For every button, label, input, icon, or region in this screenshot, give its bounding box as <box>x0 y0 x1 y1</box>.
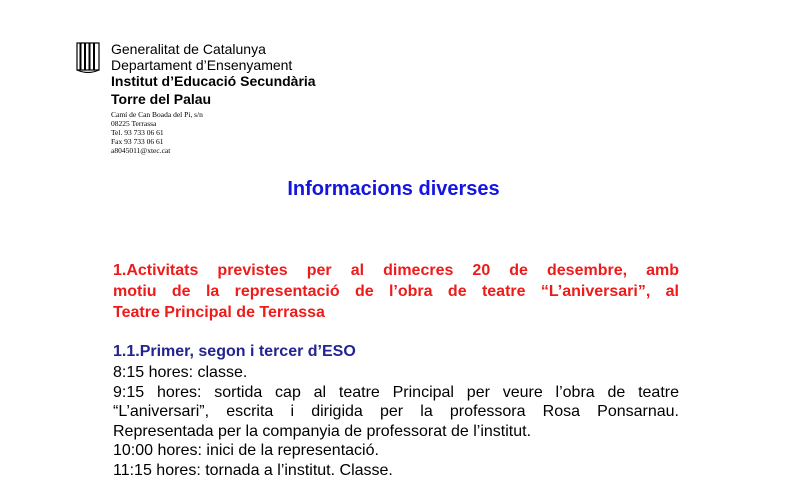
body-line: 9:15 hores: sortida cap al teatre Principal per veure l’obra de teatre <box>113 383 679 401</box>
address-postcode: 08225 Terrassa <box>111 119 157 128</box>
body-line: 11:15 hores: tornada a l’institut. Classe. <box>113 461 393 479</box>
address-street: Camí de Can Boada del Pi, s/n <box>111 110 203 119</box>
body-line: 8:15 hores: classe. <box>113 364 248 381</box>
section-heading-line: motiu de la representació de l’obra de teatre “L’aniversari”, al <box>113 283 679 300</box>
section-heading-line: Teatre Principal de Terrassa <box>113 304 325 321</box>
address-email: a8045011@xtec.cat <box>111 146 171 155</box>
subsection-heading: 1.1.Primer, segon i tercer d’ESO <box>113 343 356 360</box>
body-line: Representada per la companyia de professorat de l’institut. <box>113 422 532 440</box>
body-line: 10:00 hores: inici de la representació. <box>113 442 379 459</box>
school-name: Torre del Palau <box>111 91 212 107</box>
body-line: “L’aniversari”, escrita i dirigida per la professora Rosa Ponsarnau. <box>113 403 679 420</box>
section-heading <box>113 260 679 323</box>
address-phone: Tel. 93 733 06 61 <box>111 128 164 137</box>
generalitat-logo-icon <box>76 41 100 73</box>
school-type: Institut d’Educació Secundària <box>111 73 316 89</box>
department-name: Departament d’Ensenyament <box>111 57 293 73</box>
page-title: Informacions diverses <box>287 178 500 200</box>
org-name: Generalitat de Catalunya <box>111 41 266 57</box>
address-fax: Fax 93 733 06 61 <box>111 137 164 146</box>
subsection-body <box>113 363 679 480</box>
section-heading-line: 1.Activitats previstes per al dimecres 20 de desembre, amb <box>113 262 679 279</box>
